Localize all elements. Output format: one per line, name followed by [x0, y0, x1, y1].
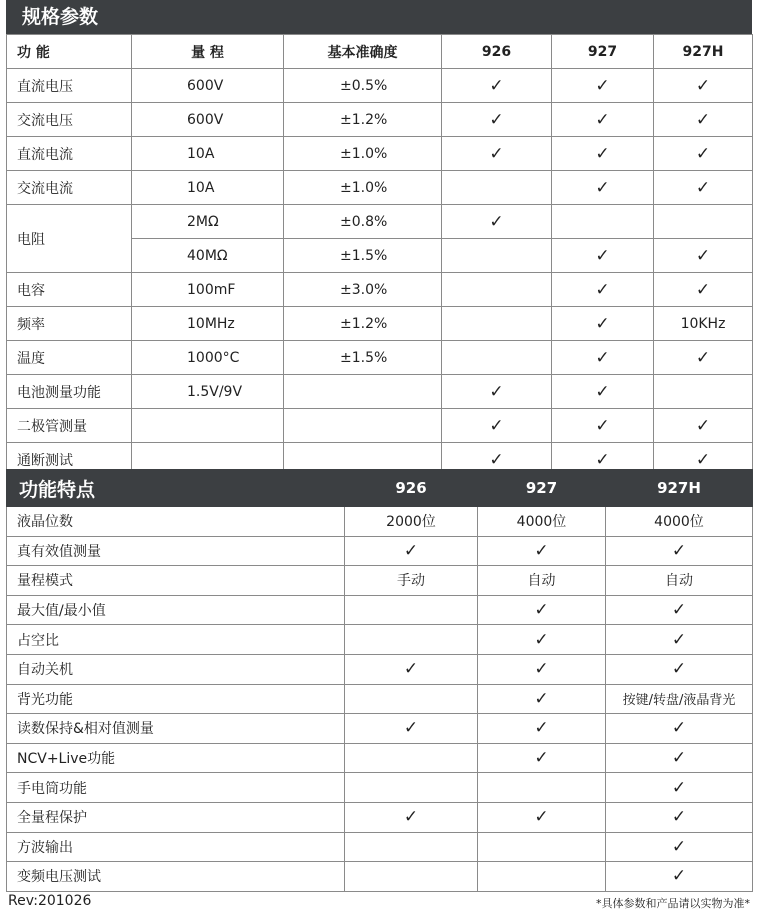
spec-range: 600V: [132, 103, 284, 137]
feature-927-cell: [478, 773, 606, 803]
spec-927-cell: ✓: [552, 375, 654, 409]
spec-accuracy: ±1.2%: [284, 103, 442, 137]
feature-row: [7, 684, 753, 714]
feature-row: [7, 536, 753, 566]
spec-accuracy: ±1.5%: [284, 239, 442, 273]
spec-926-cell: [442, 171, 552, 205]
spec-header-range: 量 程: [132, 35, 284, 69]
feature-926-cell: [345, 773, 478, 803]
spec-header-accuracy: 基本准确度: [284, 35, 442, 69]
feature-row: [7, 566, 753, 596]
spec-range: 10A: [132, 137, 284, 171]
spec-926-cell: ✓: [442, 103, 552, 137]
feature-927h-cell: ✓: [606, 832, 753, 862]
spec-927-cell: [552, 205, 654, 239]
feature-row: [7, 743, 753, 773]
spec-926-cell: ✓: [442, 375, 552, 409]
spec-row: [7, 307, 753, 341]
spec-927-cell: ✓: [552, 171, 654, 205]
spec-927h-cell: [654, 375, 753, 409]
spec-927-cell: ✓: [552, 69, 654, 103]
spec-header-927: 927: [552, 35, 654, 69]
spec-function: 直流电压: [7, 69, 132, 103]
feature-927-cell: 4000位: [478, 507, 606, 537]
feature-row: [7, 714, 753, 744]
spec-range: 10MHz: [132, 307, 284, 341]
spec-range: 2MΩ: [132, 205, 284, 239]
spec-function: 温度: [7, 341, 132, 375]
feature-927-cell: ✓: [478, 625, 606, 655]
feature-927-cell: [478, 832, 606, 862]
spec-function: 频率: [7, 307, 132, 341]
features-table: [6, 469, 753, 892]
spec-926-cell: [442, 273, 552, 307]
spec-range: [132, 409, 284, 443]
feature-927-cell: ✓: [478, 684, 606, 714]
spec-row: [7, 103, 753, 137]
spec-accuracy: ±1.0%: [284, 137, 442, 171]
spec-row: [7, 171, 753, 205]
spec-927h-cell: ✓: [654, 409, 753, 443]
spec-926-cell: [442, 307, 552, 341]
spec-927-cell: ✓: [552, 307, 654, 341]
spec-range: 40MΩ: [132, 239, 284, 273]
feature-name: 真有效值测量: [7, 536, 345, 566]
spec-function: 电池测量功能: [7, 375, 132, 409]
feature-927h-cell: ✓: [606, 595, 753, 625]
spec-927h-cell: ✓: [654, 341, 753, 375]
spec-function: 交流电压: [7, 103, 132, 137]
feature-926-cell: ✓: [345, 654, 478, 684]
spec-927-cell: ✓: [552, 409, 654, 443]
feature-name: 占空比: [7, 625, 345, 655]
feature-927-cell: ✓: [478, 743, 606, 773]
feature-927-cell: ✓: [478, 536, 606, 566]
spec-927h-cell: ✓: [654, 171, 753, 205]
feature-927h-cell: 自动: [606, 566, 753, 596]
spec-range: 600V: [132, 69, 284, 103]
feature-name: 最大值/最小值: [7, 595, 345, 625]
spec-926-cell: ✓: [442, 69, 552, 103]
spec-926-cell: [442, 239, 552, 273]
feature-926-cell: [345, 832, 478, 862]
spec-header-927h: 927H: [654, 35, 753, 69]
feature-name: NCV+Live功能: [7, 743, 345, 773]
disclaimer-note: *具体参数和产品请以实物为准*: [596, 897, 750, 910]
spec-header-926: 926: [442, 35, 552, 69]
feature-926-cell: [345, 625, 478, 655]
spec-function: 二极管测量: [7, 409, 132, 443]
spec-927-cell: ✓: [552, 273, 654, 307]
feature-927h-cell: ✓: [606, 862, 753, 892]
feature-927-cell: ✓: [478, 595, 606, 625]
feature-927h-cell: 4000位: [606, 507, 753, 537]
spec-927h-cell: ✓: [654, 443, 753, 477]
feature-row: [7, 832, 753, 862]
feature-927h-cell: ✓: [606, 625, 753, 655]
spec-accuracy: ±0.8%: [284, 205, 442, 239]
spec-function: 电阻: [7, 205, 132, 273]
spec-927h-cell: ✓: [654, 103, 753, 137]
spec-row: [7, 205, 753, 239]
spec-accuracy: [284, 375, 442, 409]
feature-row: [7, 654, 753, 684]
spec-accuracy: ±1.0%: [284, 171, 442, 205]
feature-926-cell: ✓: [345, 802, 478, 832]
spec-927-cell: ✓: [552, 341, 654, 375]
features-header-row: [7, 470, 753, 507]
spec-row: [7, 137, 753, 171]
feature-row: [7, 625, 753, 655]
spec-927-cell: ✓: [552, 103, 654, 137]
spec-row: [7, 375, 753, 409]
feature-927h-cell: ✓: [606, 743, 753, 773]
spec-926-cell: ✓: [442, 409, 552, 443]
features-section-title: 功能特点: [7, 470, 345, 507]
spec-row: [7, 273, 753, 307]
spec-section-title: 规格参数: [6, 0, 752, 34]
spec-header-function: 功 能: [7, 35, 132, 69]
spec-927h-cell: ✓: [654, 273, 753, 307]
feature-name: 量程模式: [7, 566, 345, 596]
feature-926-cell: [345, 862, 478, 892]
feature-name: 方波输出: [7, 832, 345, 862]
feature-927-cell: ✓: [478, 654, 606, 684]
spec-range: 1000°C: [132, 341, 284, 375]
spec-table: [6, 34, 753, 477]
spec-range: 10A: [132, 171, 284, 205]
feature-926-cell: [345, 743, 478, 773]
spec-function: 直流电流: [7, 137, 132, 171]
spec-926-cell: ✓: [442, 205, 552, 239]
revision-label: Rev:201026: [8, 893, 92, 909]
features-header-926: 926: [345, 470, 478, 507]
spec-accuracy: ±3.0%: [284, 273, 442, 307]
feature-926-cell: [345, 684, 478, 714]
feature-name: 液晶位数: [7, 507, 345, 537]
features-header-927h: 927H: [606, 470, 753, 507]
feature-row: [7, 595, 753, 625]
spec-row: [7, 341, 753, 375]
spec-header-row: [7, 35, 753, 69]
feature-926-cell: 2000位: [345, 507, 478, 537]
feature-name: 手电筒功能: [7, 773, 345, 803]
spec-function: 交流电流: [7, 171, 132, 205]
spec-accuracy: ±1.5%: [284, 341, 442, 375]
spec-926-cell: [442, 341, 552, 375]
spec-927-cell: ✓: [552, 443, 654, 477]
features-header-927: 927: [478, 470, 606, 507]
feature-row: [7, 802, 753, 832]
feature-name: 背光功能: [7, 684, 345, 714]
spec-function: 电容: [7, 273, 132, 307]
feature-927h-cell: ✓: [606, 714, 753, 744]
spec-927h-cell: ✓: [654, 239, 753, 273]
feature-name: 读数保持&相对值测量: [7, 714, 345, 744]
feature-927-cell: ✓: [478, 714, 606, 744]
feature-927h-cell: ✓: [606, 773, 753, 803]
feature-927h-cell: ✓: [606, 802, 753, 832]
feature-row: [7, 773, 753, 803]
spec-range: 100mF: [132, 273, 284, 307]
spec-range: 1.5V/9V: [132, 375, 284, 409]
feature-927-cell: 自动: [478, 566, 606, 596]
spec-927-cell: ✓: [552, 137, 654, 171]
spec-927h-cell: [654, 205, 753, 239]
spec-927h-cell: ✓: [654, 69, 753, 103]
spec-row: [7, 409, 753, 443]
spec-accuracy: ±0.5%: [284, 69, 442, 103]
feature-926-cell: ✓: [345, 714, 478, 744]
spec-row: [7, 69, 753, 103]
spec-accuracy: ±1.2%: [284, 307, 442, 341]
feature-927h-cell: ✓: [606, 536, 753, 566]
feature-name: 全量程保护: [7, 802, 345, 832]
feature-927h-cell: ✓: [606, 654, 753, 684]
feature-927-cell: ✓: [478, 802, 606, 832]
feature-927-cell: [478, 862, 606, 892]
feature-926-cell: [345, 595, 478, 625]
feature-name: 自动关机: [7, 654, 345, 684]
feature-926-cell: 手动: [345, 566, 478, 596]
feature-row: [7, 507, 753, 537]
feature-927h-cell: 按键/转盘/液晶背光: [606, 684, 753, 714]
spec-function: 通断测试: [7, 443, 132, 477]
spec-926-cell: ✓: [442, 137, 552, 171]
spec-927-cell: ✓: [552, 239, 654, 273]
spec-926-cell: ✓: [442, 443, 552, 477]
spec-accuracy: [284, 409, 442, 443]
feature-926-cell: ✓: [345, 536, 478, 566]
spec-927h-cell: 10KHz: [654, 307, 753, 341]
spec-927h-cell: ✓: [654, 137, 753, 171]
feature-row: [7, 862, 753, 892]
feature-name: 变频电压测试: [7, 862, 345, 892]
